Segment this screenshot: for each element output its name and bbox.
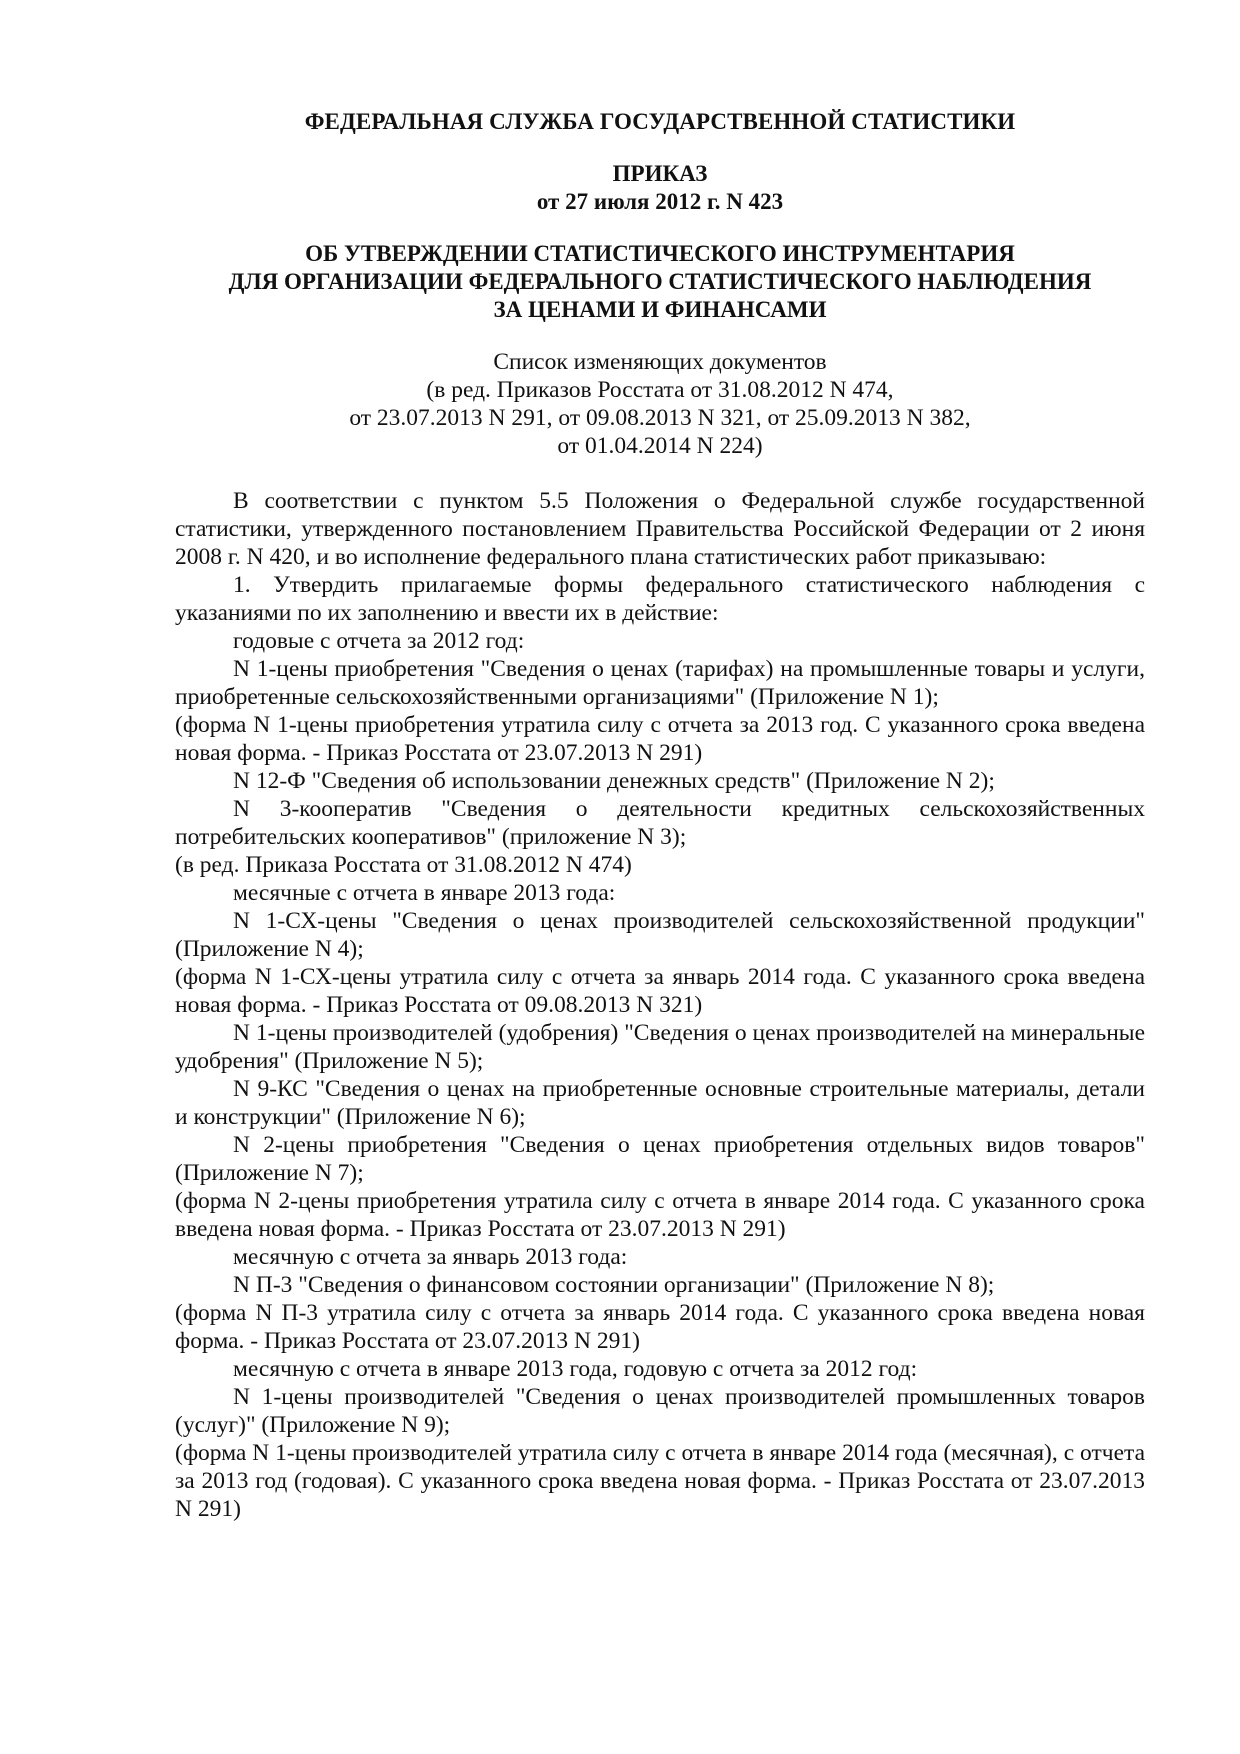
- body-paragraph: N 1-СХ-цены "Сведения о ценах производителей сельскохозяйственной продукции" (Приложение N 4);: [175, 908, 1145, 962]
- body-paragraph: N 1-цены производителей "Сведения о ценах производителей промышленных товаров (услуг)" (Приложение N 9);: [175, 1384, 1145, 1438]
- amendment-note: (форма N 1-цены приобретения утратила силу с отчета за 2013 год. С указанного срока введена новая форма. - Приказ Росстата от 23.07.2013 N 291): [175, 712, 1145, 766]
- body-paragraph: месячную с отчета в январе 2013 года, годовую с отчета за 2012 год:: [233, 1356, 918, 1382]
- amendment-note: (форма N 1-цены производителей утратила силу с отчета в январе 2014 года (месячная), с отчета за 2013 год (годовая). С указанного срока введена новая форма. - Приказ Росстата от 23.07.2013 N 291): [175, 1440, 1145, 1522]
- body-paragraph: N 1-цены производителей (удобрения) "Сведения о ценах производителей на минеральные удобрения" (Приложение N 5);: [175, 1020, 1145, 1074]
- body-paragraph: N 2-цены приобретения "Сведения о ценах приобретения отдельных видов товаров" (Приложение N 7);: [175, 1132, 1145, 1186]
- amendments-line: (в ред. Приказов Росстата от 31.08.2012 N 474,: [426, 377, 894, 403]
- title-line: ОБ УТВЕРЖДЕНИИ СТАТИСТИЧЕСКОГО ИНСТРУМЕНТАРИЯ: [305, 241, 1015, 266]
- agency-heading: ФЕДЕРАЛЬНАЯ СЛУЖБА ГОСУДАРСТВЕННОЙ СТАТИСТИКИ: [304, 109, 1016, 134]
- document-page: [175, 108, 1145, 1523]
- document-body: [175, 487, 1145, 1523]
- body-paragraph: N 1-цены приобретения "Сведения о ценах (тарифах) на промышленные товары и услуги, приобретенные сельскохозяйственными организациями" (Приложение N 1);: [175, 656, 1145, 710]
- amending-documents-list: [175, 348, 1145, 460]
- amendments-line: от 01.04.2014 N 224): [557, 433, 763, 459]
- amendment-note: (форма N 1-СХ-цены утратила силу с отчета за январь 2014 года. С указанного срока введена новая форма. - Приказ Росстата от 09.08.2013 N 321): [175, 964, 1145, 1018]
- body-paragraph: месячную с отчета за январь 2013 года:: [233, 1244, 628, 1270]
- amendment-note: (форма N 2-цены приобретения утратила силу с отчета в январе 2014 года. С указанного срока введена новая форма. - Приказ Росстата от 23.07.2013 N 291): [175, 1188, 1145, 1242]
- amendment-note: (форма N П-3 утратила силу с отчета за январь 2014 года. С указанного срока введена новая форма. - Приказ Росстата от 23.07.2013 N 291): [175, 1300, 1145, 1354]
- order-heading: [175, 160, 1145, 216]
- order-word: ПРИКАЗ: [612, 161, 708, 186]
- title-line: ДЛЯ ОРГАНИЗАЦИИ ФЕДЕРАЛЬНОГО СТАТИСТИЧЕСКОГО НАБЛЮДЕНИЯ: [228, 269, 1092, 294]
- body-paragraph: N 9-КС "Сведения о ценах на приобретенные основные строительные материалы, детали и конструкции" (Приложение N 6);: [175, 1076, 1145, 1130]
- document-title: [175, 240, 1145, 324]
- amendments-line: Список изменяющих документов: [493, 349, 827, 375]
- amendment-note: (в ред. Приказа Росстата от 31.08.2012 N 474): [175, 852, 632, 878]
- amendments-line: от 23.07.2013 N 291, от 09.08.2013 N 321, от 25.09.2013 N 382,: [349, 405, 971, 431]
- body-paragraph: N П-3 "Сведения о финансовом состоянии организации" (Приложение N 8);: [233, 1272, 995, 1298]
- body-paragraph: годовые с отчета за 2012 год:: [233, 628, 525, 654]
- body-paragraph: N 3-кооператив "Сведения о деятельности кредитных сельскохозяйственных потребительских кооперативов" (приложение N 3);: [175, 796, 1145, 850]
- preamble-paragraph: В соответствии с пунктом 5.5 Положения о Федеральной службе государственной статистики, утвержденного постановлением Правительства Российской Федерации от 2 июня 2008 г. N 420, и во исполнение федерального плана статистических работ приказываю:: [175, 488, 1145, 570]
- body-paragraph: 1. Утвердить прилагаемые формы федерального статистического наблюдения с указаниями по их заполнению и ввести их в действие:: [175, 572, 1145, 626]
- body-paragraph: N 12-Ф "Сведения об использовании денежных средств" (Приложение N 2);: [233, 768, 995, 794]
- order-date: от 27 июля 2012 г. N 423: [536, 189, 784, 214]
- body-paragraph: месячные с отчета в январе 2013 года:: [233, 880, 616, 906]
- title-line: ЗА ЦЕНАМИ И ФИНАНСАМИ: [493, 297, 827, 322]
